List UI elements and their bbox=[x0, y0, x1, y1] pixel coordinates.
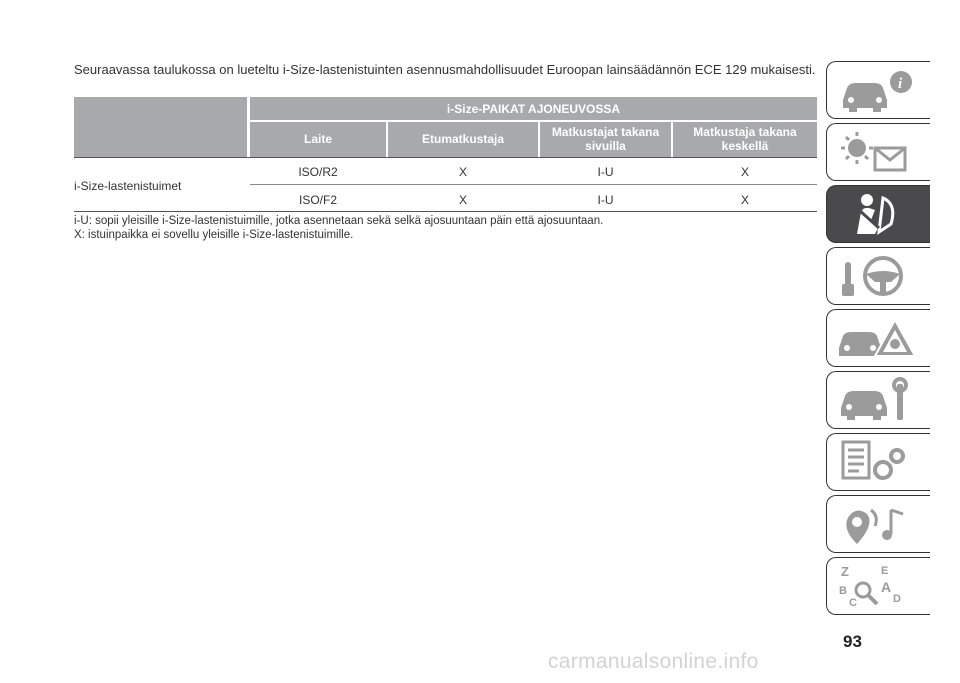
warning-lights-icon bbox=[835, 128, 925, 176]
safety-icon bbox=[835, 190, 925, 238]
maintenance-icon bbox=[835, 376, 925, 424]
multimedia-icon bbox=[835, 500, 925, 548]
row-label: i-Size-lastenistuimet bbox=[74, 179, 182, 193]
svg-text:A: A bbox=[881, 579, 892, 595]
technical-data-icon bbox=[835, 438, 925, 486]
col-header-etumatkustaja: Etumatkustaja bbox=[421, 132, 505, 146]
footnote-x: X: istuinpaikka ei sovellu yleisille i-Size-lastenistuimille. bbox=[74, 229, 354, 241]
col-header-cell bbox=[673, 122, 817, 157]
svg-text:B: B bbox=[839, 585, 847, 597]
table-cell: I-U bbox=[597, 193, 614, 207]
tab-safety[interactable] bbox=[826, 185, 930, 243]
group-header-cell bbox=[250, 97, 817, 120]
tab-car-info[interactable] bbox=[826, 61, 930, 119]
col-header-cell bbox=[388, 122, 538, 157]
intro-text: Seuraavassa taulukossa on lueteltu i-Size-lastenistuinten asennusmahdollisuudet Euroopan lainsäädännön ECE 129 mukaisesti. bbox=[74, 62, 816, 77]
divider bbox=[74, 211, 817, 212]
footnote-iu: i-U: sopii yleisille i-Size-lastenistuimille, jotka asennetaan sekä selkä ajosuuntaan päin että ajosuuntaan. bbox=[74, 215, 604, 227]
table-cell: ISO/F2 bbox=[298, 193, 337, 207]
tab-technical-data[interactable] bbox=[826, 433, 930, 491]
col-header-cell bbox=[250, 122, 386, 157]
group-header: i-Size-PAIKAT AJONEUVOSSA bbox=[446, 102, 621, 116]
table-cell: X bbox=[740, 165, 749, 179]
col-header-keskella: Matkustaja takana keskellä bbox=[693, 125, 797, 153]
starting-driving-icon bbox=[835, 252, 925, 300]
table-cell: ISO/R2 bbox=[298, 165, 338, 179]
page-number: 93 bbox=[843, 632, 862, 651]
col-header-cell bbox=[540, 122, 671, 157]
tab-starting-driving[interactable] bbox=[826, 247, 930, 305]
car-info-icon bbox=[835, 66, 925, 114]
tab-multimedia[interactable] bbox=[826, 495, 930, 553]
tab-emergency[interactable] bbox=[826, 309, 930, 367]
tab-warning-lights[interactable] bbox=[826, 123, 930, 181]
table-cell: X bbox=[740, 193, 749, 207]
col-header-laite: Laite bbox=[303, 132, 332, 146]
svg-text:D: D bbox=[893, 593, 901, 605]
tab-maintenance[interactable] bbox=[826, 371, 930, 429]
svg-text:C: C bbox=[849, 597, 857, 609]
svg-text:i: i bbox=[898, 76, 903, 92]
table-cell: X bbox=[458, 165, 467, 179]
divider bbox=[250, 184, 817, 185]
tab-index[interactable] bbox=[826, 557, 930, 615]
index-icon bbox=[835, 562, 925, 610]
emergency-icon bbox=[835, 314, 925, 362]
svg-text:E: E bbox=[881, 565, 889, 577]
table-header-blank bbox=[74, 97, 247, 157]
table-cell: X bbox=[458, 193, 467, 207]
watermark: carmanualsonline.info bbox=[548, 650, 759, 673]
col-header-sivuilla: Matkustajat takana sivuilla bbox=[551, 125, 660, 153]
table-cell: I-U bbox=[597, 165, 614, 179]
divider bbox=[74, 157, 817, 158]
svg-text:Z: Z bbox=[841, 564, 849, 579]
